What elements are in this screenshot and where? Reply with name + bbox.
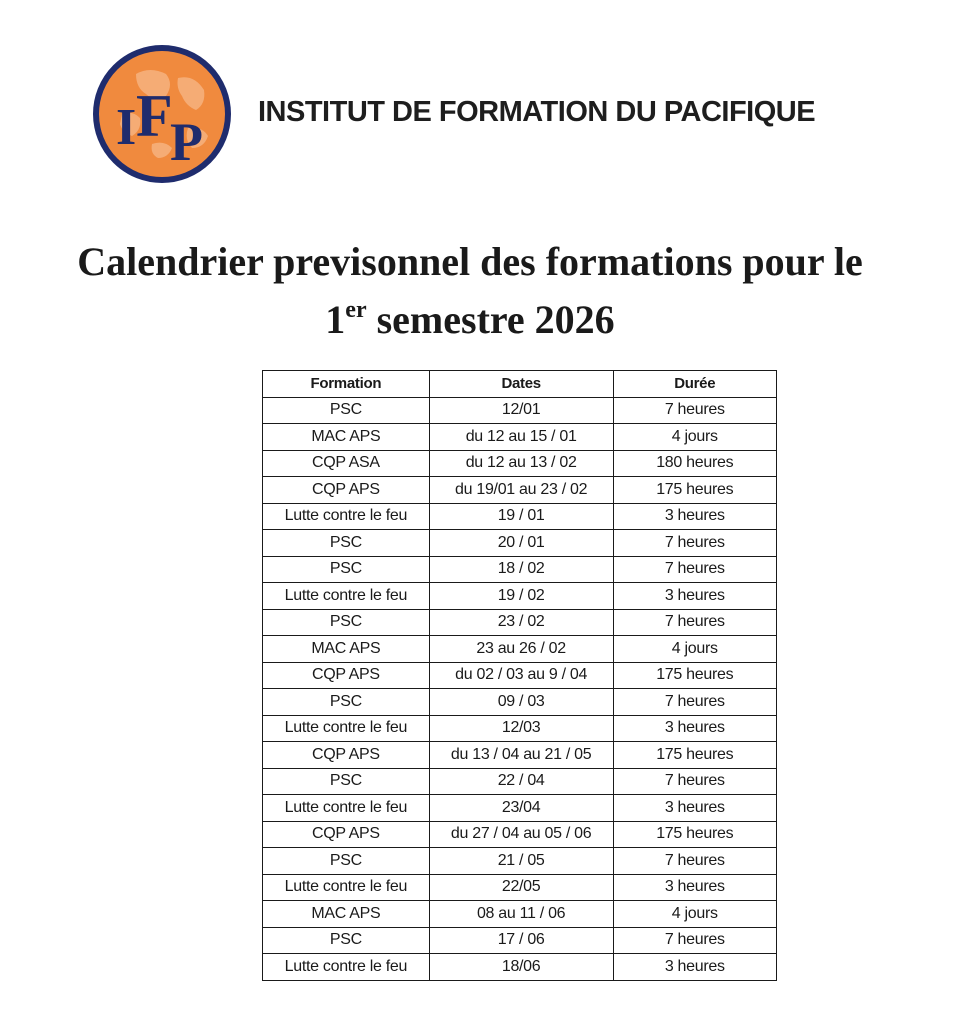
cell-formation: PSC bbox=[263, 689, 430, 716]
table-row bbox=[263, 556, 777, 583]
cell-formation: Lutte contre le feu bbox=[263, 874, 430, 901]
table-row bbox=[263, 530, 777, 557]
cell-duree: 7 heures bbox=[613, 397, 777, 424]
cell-duree: 3 heures bbox=[613, 503, 777, 530]
cell-formation: MAC APS bbox=[263, 901, 430, 928]
cell-dates: 19 / 01 bbox=[429, 503, 613, 530]
cell-formation: Lutte contre le feu bbox=[263, 715, 430, 742]
cell-dates: du 13 / 04 au 21 / 05 bbox=[429, 742, 613, 769]
cell-dates: 23 au 26 / 02 bbox=[429, 636, 613, 663]
table-row bbox=[263, 768, 777, 795]
cell-duree: 4 jours bbox=[613, 901, 777, 928]
page-title-line1: Calendrier previsonnel des formations pour le bbox=[77, 239, 863, 284]
table-row bbox=[263, 795, 777, 822]
cell-formation: Lutte contre le feu bbox=[263, 954, 430, 981]
table-row bbox=[263, 477, 777, 504]
cell-duree: 3 heures bbox=[613, 795, 777, 822]
page-title-line2 bbox=[0, 296, 940, 343]
cell-dates: du 02 / 03 au 9 / 04 bbox=[429, 662, 613, 689]
header-duree: Durée bbox=[613, 371, 777, 398]
cell-duree: 175 heures bbox=[613, 742, 777, 769]
cell-formation: Lutte contre le feu bbox=[263, 503, 430, 530]
cell-duree: 3 heures bbox=[613, 583, 777, 610]
table-row bbox=[263, 397, 777, 424]
cell-dates: du 27 / 04 au 05 / 06 bbox=[429, 821, 613, 848]
cell-dates: 20 / 01 bbox=[429, 530, 613, 557]
header-formation: Formation bbox=[263, 371, 430, 398]
table-row bbox=[263, 662, 777, 689]
table-header-row bbox=[263, 371, 777, 398]
cell-formation: PSC bbox=[263, 397, 430, 424]
cell-duree: 7 heures bbox=[613, 609, 777, 636]
table-row bbox=[263, 927, 777, 954]
cell-formation: Lutte contre le feu bbox=[263, 795, 430, 822]
cell-duree: 4 jours bbox=[613, 636, 777, 663]
table-row bbox=[263, 503, 777, 530]
table-row bbox=[263, 583, 777, 610]
cell-dates: du 12 au 15 / 01 bbox=[429, 424, 613, 451]
table-row bbox=[263, 715, 777, 742]
cell-dates: 23/04 bbox=[429, 795, 613, 822]
cell-dates: 23 / 02 bbox=[429, 609, 613, 636]
cell-duree: 7 heures bbox=[613, 927, 777, 954]
cell-formation: PSC bbox=[263, 927, 430, 954]
logo-letter-f: F bbox=[136, 83, 173, 149]
cell-formation: CQP APS bbox=[263, 821, 430, 848]
cell-duree: 4 jours bbox=[613, 424, 777, 451]
table-row bbox=[263, 742, 777, 769]
title-rest: semestre 2026 bbox=[366, 297, 615, 342]
title-number: 1 bbox=[325, 297, 346, 342]
table-row bbox=[263, 848, 777, 875]
logo-letter-p: P bbox=[170, 112, 203, 172]
cell-formation: PSC bbox=[263, 530, 430, 557]
table-row bbox=[263, 874, 777, 901]
cell-dates: 08 au 11 / 06 bbox=[429, 901, 613, 928]
cell-formation: PSC bbox=[263, 848, 430, 875]
cell-dates: 22/05 bbox=[429, 874, 613, 901]
cell-dates: 17 / 06 bbox=[429, 927, 613, 954]
cell-formation: Lutte contre le feu bbox=[263, 583, 430, 610]
logo-letter-i: I bbox=[116, 99, 137, 156]
cell-dates: 22 / 04 bbox=[429, 768, 613, 795]
cell-duree: 7 heures bbox=[613, 556, 777, 583]
schedule-table bbox=[262, 370, 777, 981]
cell-duree: 175 heures bbox=[613, 821, 777, 848]
cell-dates: 12/01 bbox=[429, 397, 613, 424]
cell-duree: 7 heures bbox=[613, 689, 777, 716]
cell-formation: CQP APS bbox=[263, 477, 430, 504]
cell-duree: 3 heures bbox=[613, 874, 777, 901]
table-row bbox=[263, 424, 777, 451]
cell-duree: 7 heures bbox=[613, 848, 777, 875]
cell-duree: 7 heures bbox=[613, 530, 777, 557]
cell-formation: PSC bbox=[263, 768, 430, 795]
cell-duree: 3 heures bbox=[613, 954, 777, 981]
cell-duree: 175 heures bbox=[613, 477, 777, 504]
cell-dates: du 19/01 au 23 / 02 bbox=[429, 477, 613, 504]
cell-dates: 19 / 02 bbox=[429, 583, 613, 610]
cell-formation: CQP APS bbox=[263, 742, 430, 769]
cell-dates: 09 / 03 bbox=[429, 689, 613, 716]
header-dates: Dates bbox=[429, 371, 613, 398]
table-row bbox=[263, 901, 777, 928]
cell-duree: 7 heures bbox=[613, 768, 777, 795]
cell-dates: du 12 au 13 / 02 bbox=[429, 450, 613, 477]
table-row bbox=[263, 636, 777, 663]
cell-formation: CQP APS bbox=[263, 662, 430, 689]
cell-dates: 18/06 bbox=[429, 954, 613, 981]
cell-duree: 180 heures bbox=[613, 450, 777, 477]
cell-formation: MAC APS bbox=[263, 636, 430, 663]
cell-dates: 12/03 bbox=[429, 715, 613, 742]
schedule-body bbox=[263, 397, 777, 980]
title-superscript: er bbox=[345, 297, 367, 323]
cell-dates: 21 / 05 bbox=[429, 848, 613, 875]
org-name: INSTITUT DE FORMATION DU PACIFIQUE bbox=[258, 96, 816, 128]
table-row bbox=[263, 954, 777, 981]
table-row bbox=[263, 821, 777, 848]
table-row bbox=[263, 689, 777, 716]
cell-duree: 175 heures bbox=[613, 662, 777, 689]
cell-dates: 18 / 02 bbox=[429, 556, 613, 583]
cell-duree: 3 heures bbox=[613, 715, 777, 742]
table-row bbox=[263, 450, 777, 477]
cell-formation: CQP ASA bbox=[263, 450, 430, 477]
cell-formation: PSC bbox=[263, 556, 430, 583]
cell-formation: PSC bbox=[263, 609, 430, 636]
table-row bbox=[263, 609, 777, 636]
cell-formation: MAC APS bbox=[263, 424, 430, 451]
ifp-logo bbox=[92, 44, 232, 184]
